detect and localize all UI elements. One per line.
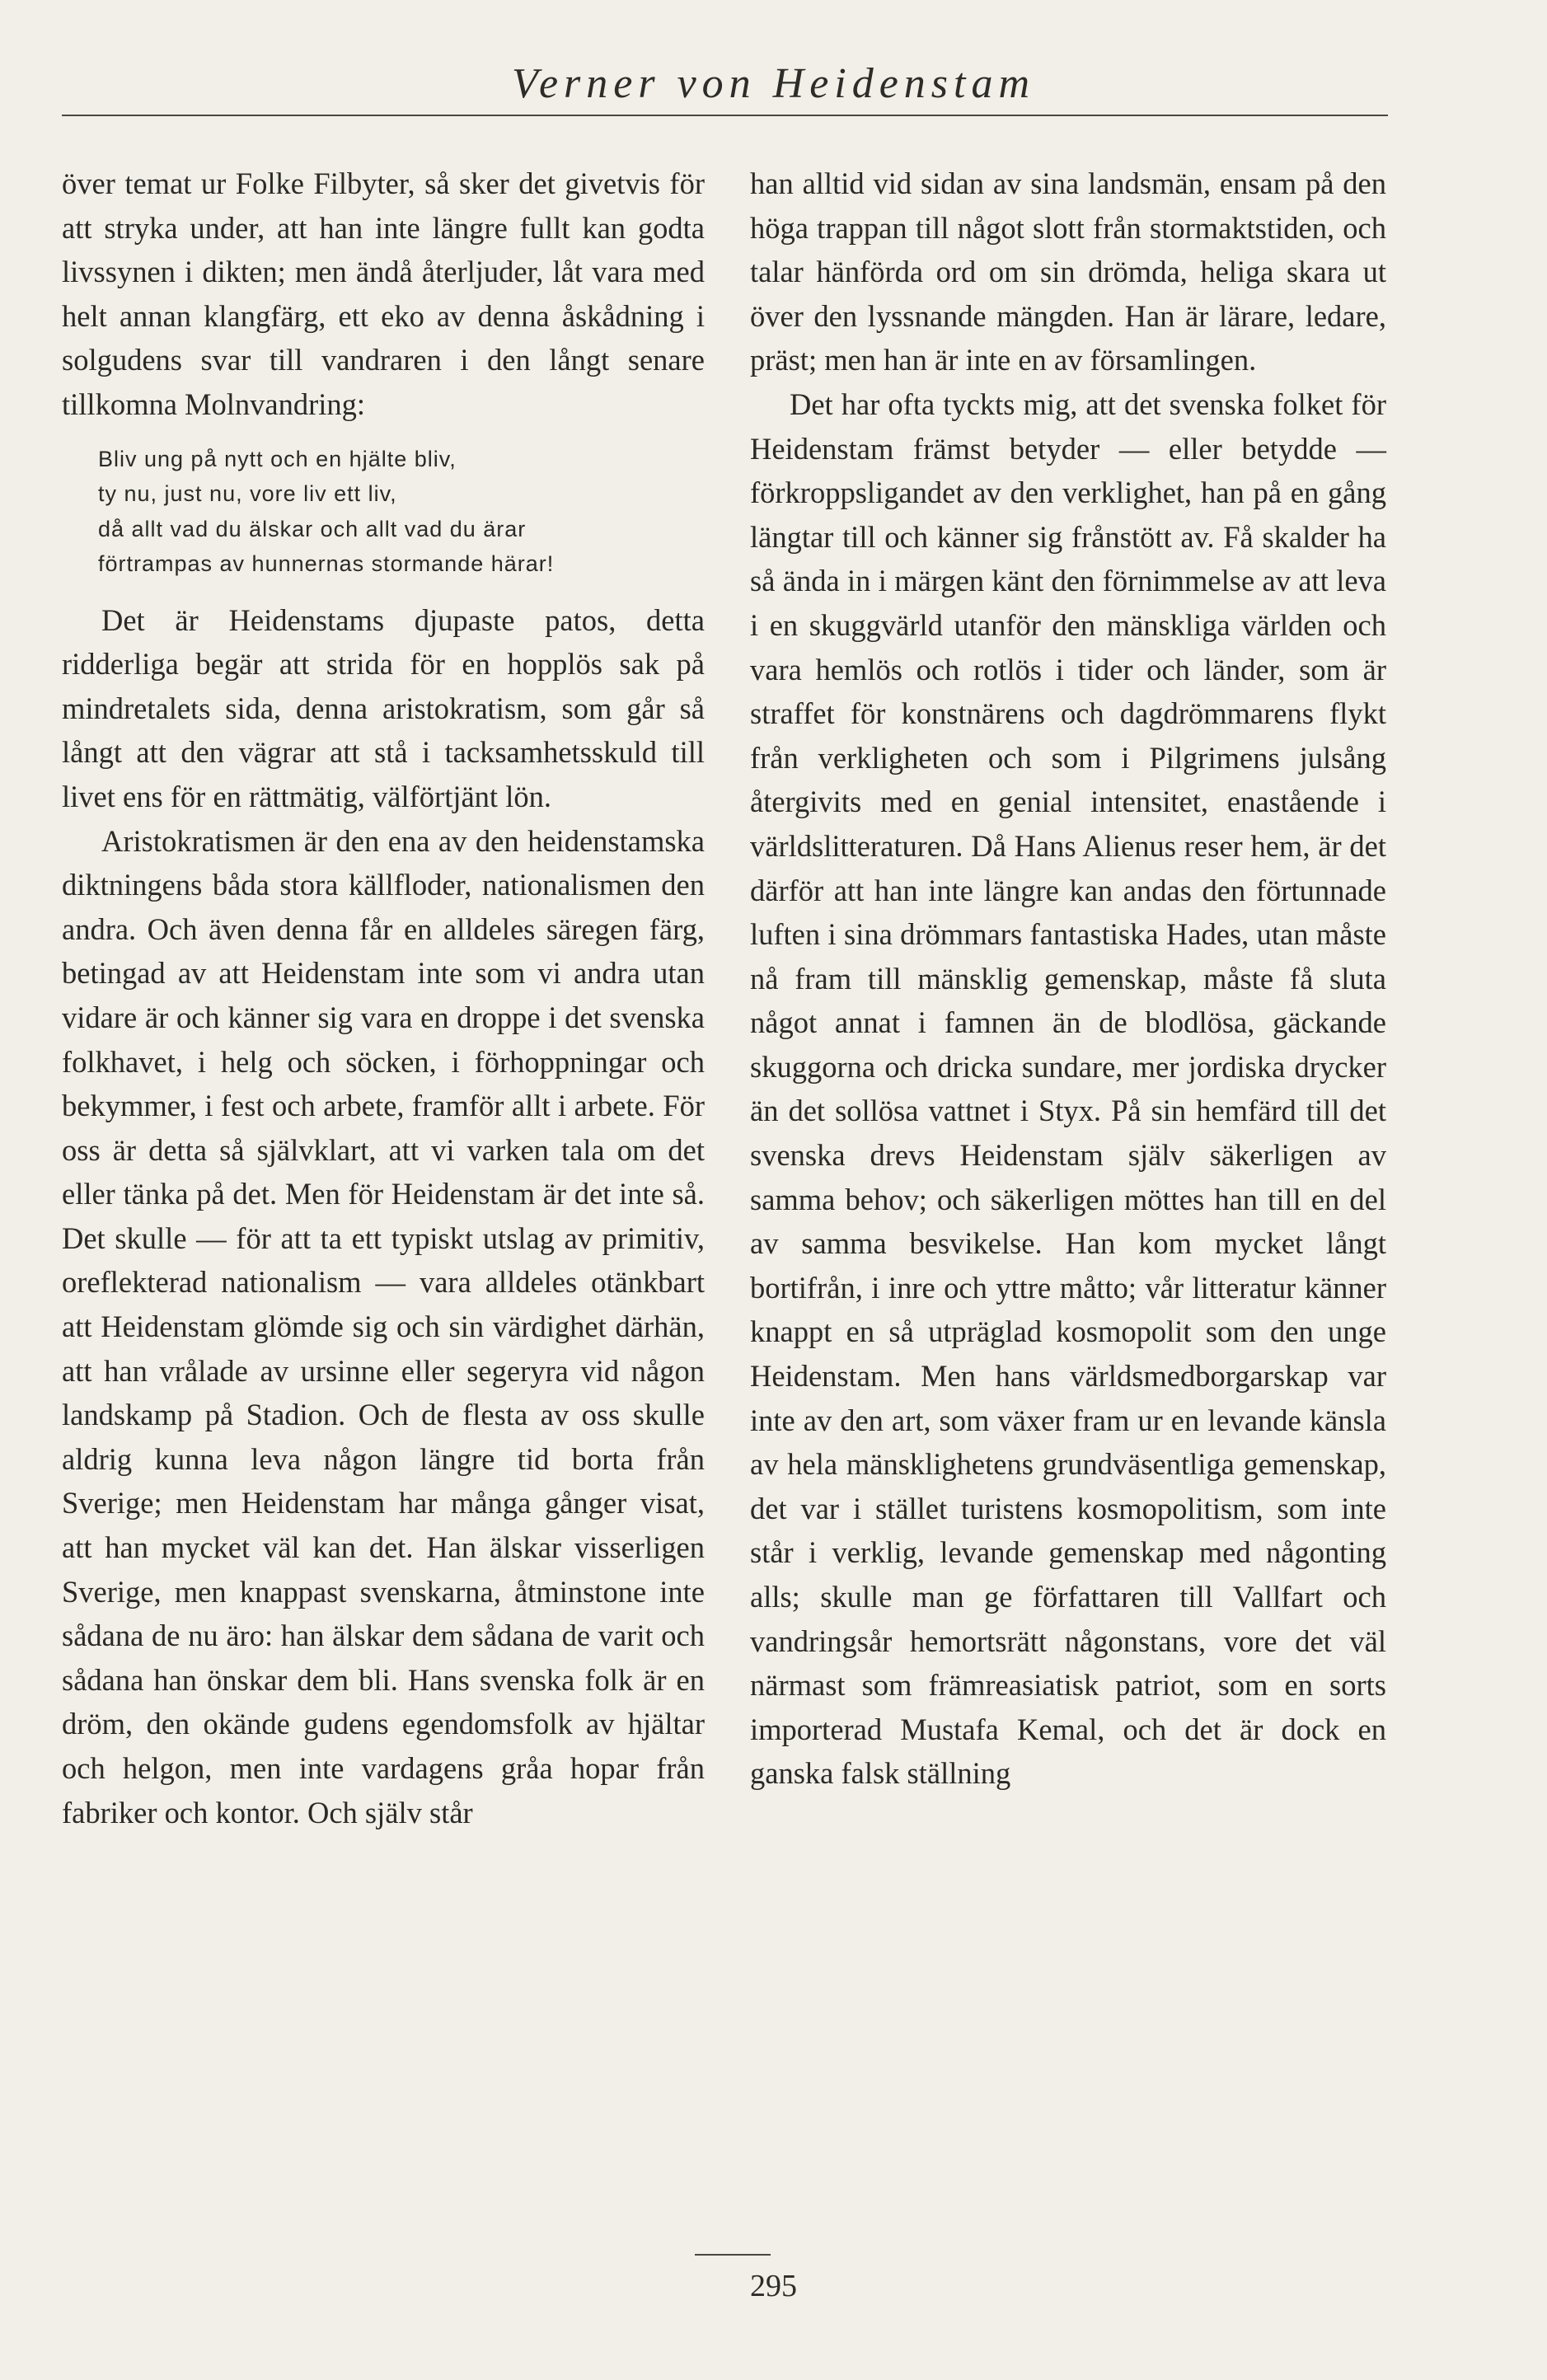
right-column [750, 162, 1386, 1796]
verse-line: ty nu, just nu, vore liv ett liv, [98, 481, 397, 507]
verse-line: Bliv ung på nytt och en hjälte bliv, [98, 446, 457, 471]
left-paragraph-3: Aristokratismen är den ena av den heidenstamska diktningens båda stora källfloder, nationalismen den andra. Och även denna får en alldeles säregen färg, betingad av att Heidenstam inte som vi andra utan vidare är och känner sig vara en droppe i det svenska folkhavet, i helg och söcken, i förhoppningar och bekymmer, i fest och arbete, framför allt i arbete. För oss är detta så självklart, att vi varken tala om det eller tänka på det. Men för Heidenstam är det inte så. Det skulle — för att ta ett typiskt utslag av primitiv, oreflekterad nationalism — vara alldeles otänkbart att Heidenstam glömde sig och sin värdighet därhän, att han vrålade av ursinne eller segeryra vid någon landskamp på Stadion. Och de flesta av oss skulle aldrig kunna leva någon längre tid borta från Sverige; men Heidenstam har många gånger visat, att han mycket väl kan det. Han älskar visserligen Sverige, men knappast svenskarna, åtminstone inte sådana de nu äro: han älskar dem sådana de varit och sådana han önskar dem bli. Hans svenska folk är en dröm, den okände gudens egendomsfolk av hjältar och helgon, men inte vardagens gråa hopar från fabriker och kontor. Och själv står [62, 823, 705, 1830]
left-paragraph-2: Det är Heidenstams djupaste patos, detta ridderliga begär att strida för en hopplös sak på mindretalets sida, denna aristokratism, som går så långt att den vägrar att stå i tacksamhetsskuld till livet ens för en rättmätig, välförtjänt lön. [62, 602, 705, 813]
running-head: Verner von Heidenstam [511, 60, 1036, 107]
verse-quote [98, 442, 705, 582]
header-rule [62, 115, 1388, 116]
right-paragraph-1: han alltid vid sidan av sina landsmän, ensam på den höga trappan till något slott från stormaktstiden, och talar hänförda ord om sin drömda, heliga skara ut över den lyssnande mängden. Han är lärare, ledare, präst; men han är inte en av församlingen. [750, 166, 1386, 377]
verse-line: förtrampas av hunnernas stormande härar! [98, 551, 555, 577]
footer-rule [695, 2254, 771, 2256]
left-column [62, 162, 705, 1834]
verse-line: då allt vad du älskar och allt vad du ärar [98, 516, 527, 541]
right-paragraph-2: Det har ofta tyckts mig, att det svenska folket för Heidenstam främst betyder — eller betydde — förkroppsligandet av den verklighet, han på en gång längtar till och känner sig frånstött av. Få skalder ha så ända in i märgen känt den förnimmelse av att leva i en skuggvärld utanför den mänskliga världen och vara hemlös och rotlös i tider och länder, som är straffet för konstnärens och dagdrömmarens flykt från verkligheten och som i Pilgrimens julsång återgivits med en genial intensitet, enastående i världslitteraturen. Då Hans Alienus reser hem, är det därför att han inte längre kan andas den förtunnade luften i sina drömmars fantastiska Hades, utan måste nå fram till mänsklig gemenskap, måste få sluta något annat i famnen än de blodlösa, gäckande skuggorna och dricka sundare, mer jordiska drycker än det sollösa vattnet i Styx. På sin hemfärd till det svenska drevs Heidenstam själv säkerligen av samma behov; och säkerligen möttes han till en del av samma besvikelse. Han kom mycket långt bortifrån, i inre och yttre måtto; vår litteratur känner knappt en så utpräglad kosmopolit som den unge Heidenstam. Men hans världsmedborgarskap var inte av den art, som växer fram ur en levande känsla av hela mänsklighetens grundväsentliga gemenskap, det var i stället turistens kosmopolitism, som inte står i verklig, levande gemenskap med någonting alls; skulle man ge författaren till Vallfart och vandringsår hemortsrätt någonstans, vore det väl närmast som främreasiatisk patriot, som en sorts importerad Mustafa Kemal, och det är dock en ganska falsk ställning [750, 387, 1386, 1791]
page-number: 295 [750, 2269, 797, 2303]
left-paragraph-1: över temat ur Folke Filbyter, så sker det givetvis för att stryka under, att han inte längre fullt kan godta livssynen i dikten; men ändå återljuder, låt vara med helt annan klangfärg, ett eko av denna åskådning i solgudens svar till vandraren i den långt senare tillkomna Molnvandring: [62, 166, 705, 421]
